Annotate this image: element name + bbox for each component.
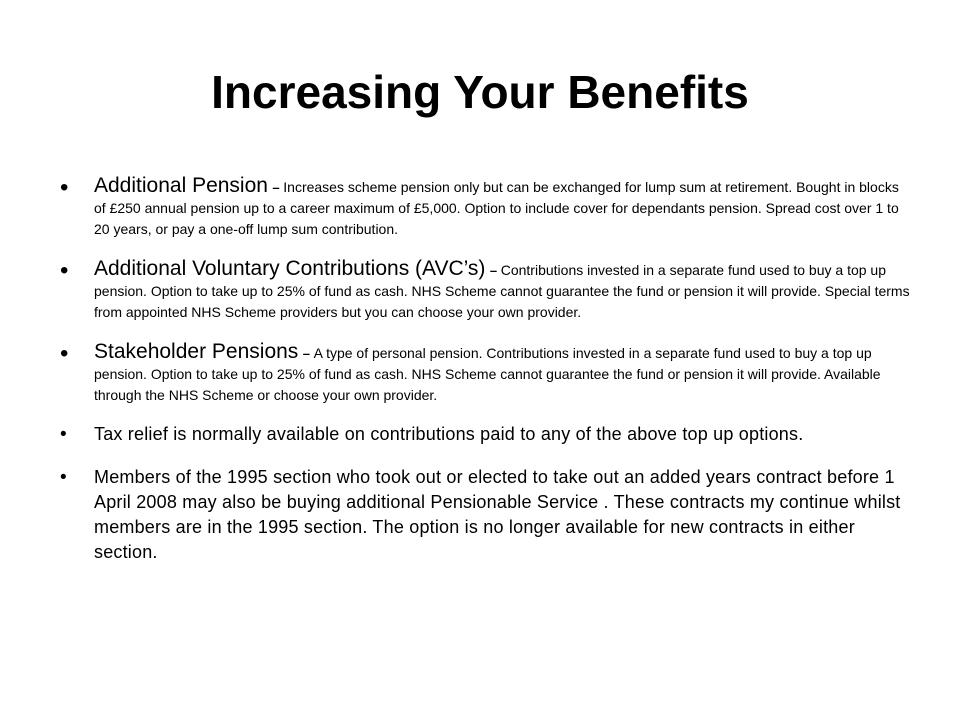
item-heading: Additional Pension xyxy=(94,174,268,197)
item-text: Contributions invested in a separate fund used to buy a top up pension. Option to take up to 25% of fund as cash. NHS Scheme cannot guarantee the fund or pension it will provide. Special terms from appointed NHS Scheme providers but you can choose your own provider. xyxy=(94,262,910,320)
bullet-icon: • xyxy=(60,424,67,445)
item-separator: – xyxy=(489,263,501,278)
item-separator: – xyxy=(272,180,284,195)
bullet-icon: • xyxy=(60,257,69,284)
list-item-tax-relief xyxy=(60,422,910,447)
item-separator: – xyxy=(302,346,314,361)
list-item-1995-section xyxy=(60,465,910,565)
bullet-icon: • xyxy=(60,174,69,201)
item-text: Tax relief is normally available on contributions paid to any of the above top up options. xyxy=(94,424,804,444)
list-item-avc xyxy=(60,258,910,323)
slide-title: Increasing Your Benefits xyxy=(211,66,749,118)
bullet-icon: • xyxy=(60,467,67,488)
item-text: A type of personal pension. Contributions invested in a separate fund used to buy a top up pension. Option to take up to 25% of fund as cash. NHS Scheme cannot guarantee the fund or pension it will provide. Available through the NHS Scheme or choose your own provider. xyxy=(94,345,881,403)
item-heading: Stakeholder Pensions xyxy=(94,340,299,363)
list-item-stakeholder-pensions xyxy=(60,341,910,406)
bullet-icon: • xyxy=(60,340,69,367)
list-item-additional-pension xyxy=(60,175,910,240)
item-text: Increases scheme pension only but can be exchanged for lump sum at retirement. Bought in blocks of £250 annual pension up to a career maximum of £5,000. Option to include cover for dependants pension. Spread cost over 1 to 20 years, or pay a one-off lump sum contribution. xyxy=(94,179,899,237)
bullet-list xyxy=(60,175,910,565)
item-text: Members of the 1995 section who took out or elected to take out an added years contract before 1 April 2008 may also be buying additional Pensionable Service . These contracts my continue whilst members are in the 1995 section. The option is no longer available for new contracts in either section. xyxy=(94,467,901,562)
item-heading: Additional Voluntary Contributions (AVC’s) xyxy=(94,257,486,280)
